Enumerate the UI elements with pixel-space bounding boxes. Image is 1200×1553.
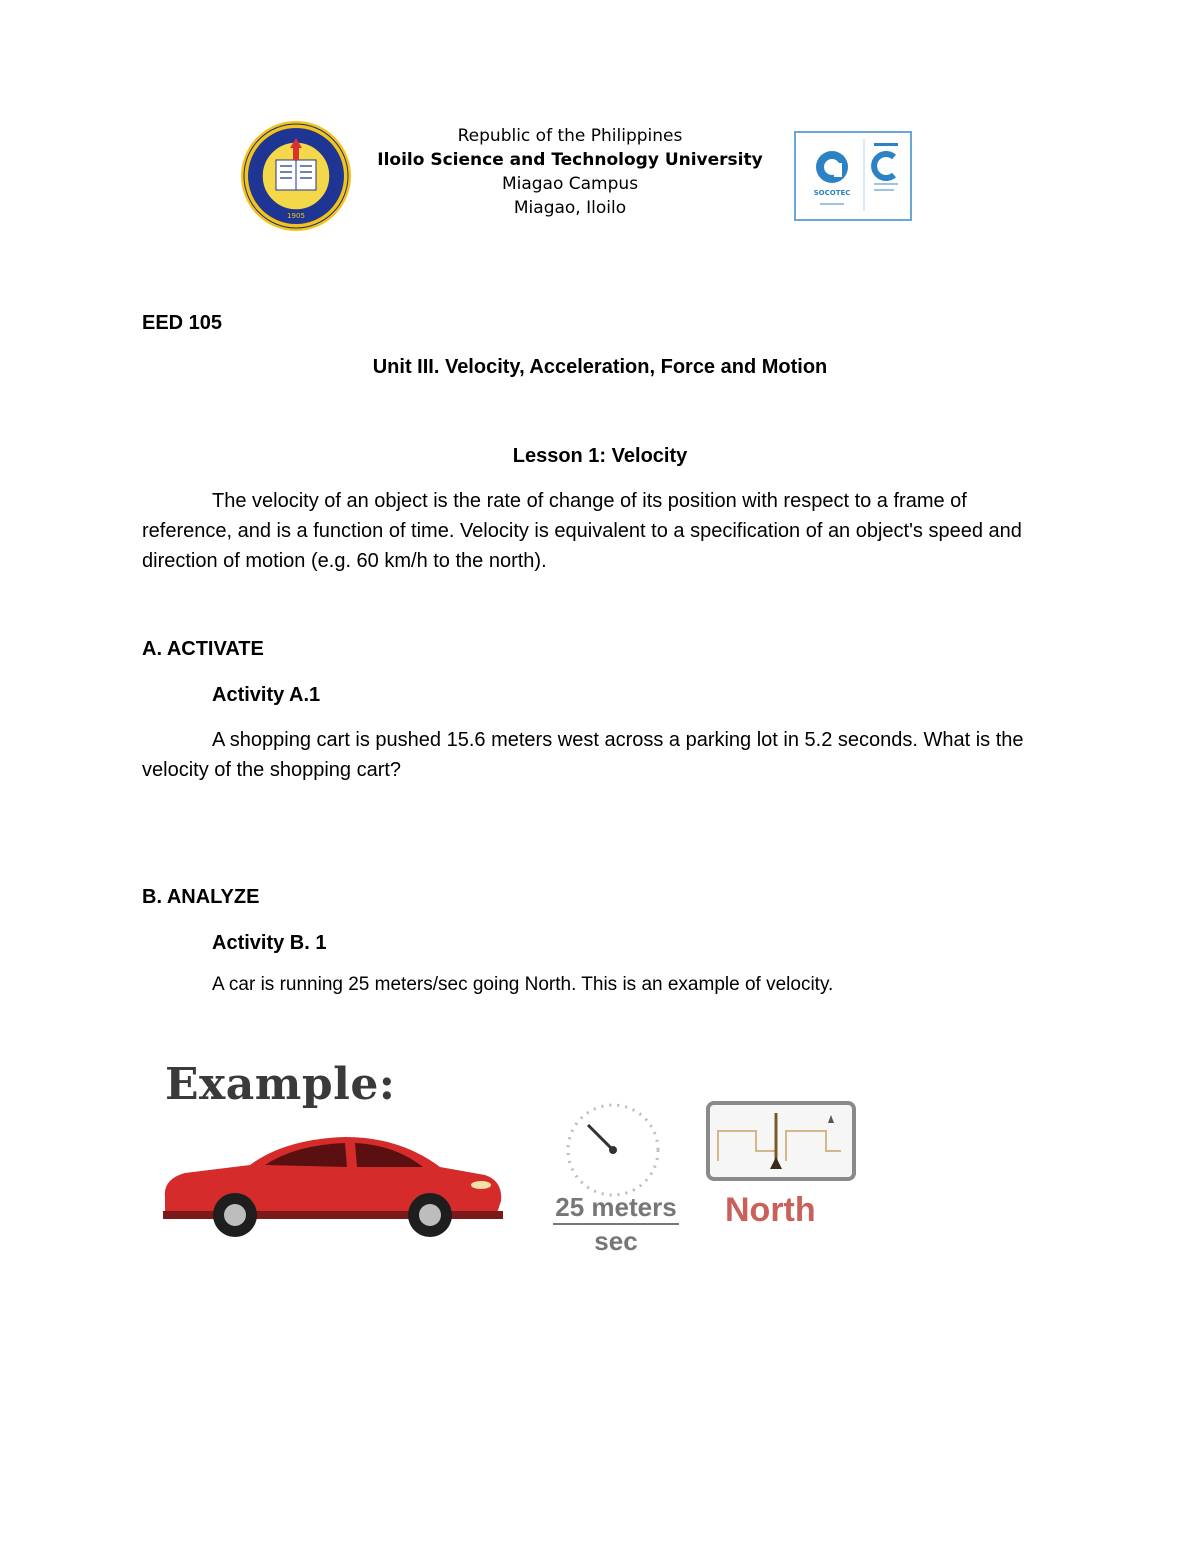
activity-a1-text: A shopping cart is pushed 15.6 meters west across a parking lot in 5.2 seconds. What is the velocity of the shopping cart? [142, 729, 1024, 781]
example-title: Example: [165, 1059, 396, 1110]
speed-label [536, 1191, 696, 1257]
activity-b1-text: A car is running 25 meters/sec going North. This is an example of velocity. [212, 974, 834, 995]
iso-brand-text: SOCOTEC [813, 189, 851, 197]
velocity-example-figure [140, 1055, 882, 1268]
direction-label: North [725, 1191, 816, 1229]
red-car-icon [155, 1127, 505, 1237]
university-name: Iloilo Science and Technology University [377, 150, 763, 170]
activity-a1-paragraph [142, 725, 1062, 785]
intro-paragraph [142, 486, 1062, 576]
course-code: EED 105 [142, 312, 223, 334]
speed-top: 25 meters [553, 1191, 678, 1225]
iso-certification-logo [794, 131, 912, 221]
section-a-title: A. ACTIVATE [142, 638, 264, 660]
activity-a1-title: Activity A.1 [212, 684, 321, 706]
unit-title: Unit III. Velocity, Acceleration, Force and Motion [372, 356, 828, 378]
header-block [340, 124, 800, 220]
map-direction-icon [706, 1101, 856, 1181]
speedometer-icon [558, 1095, 668, 1205]
university-seal-logo [240, 120, 352, 232]
campus-name: Miagao Campus [501, 174, 639, 194]
campus-location: Miagao, Iloilo [513, 198, 627, 218]
lesson-title: Lesson 1: Velocity [512, 445, 688, 467]
seal-year: 1905 [287, 212, 305, 220]
speed-bottom: sec [594, 1226, 638, 1256]
intro-text: The velocity of an object is the rate of change of its position with respect to a frame of reference, and is a function of time. Velocity is equivalent to a specification of an object's speed and direction of motion (e.g. 60 km/h to the north). [142, 490, 1022, 572]
section-b-title: B. ANALYZE [142, 886, 260, 908]
republic-line: Republic of the Philippines [457, 126, 683, 146]
activity-b1-title: Activity B. 1 [212, 932, 327, 954]
